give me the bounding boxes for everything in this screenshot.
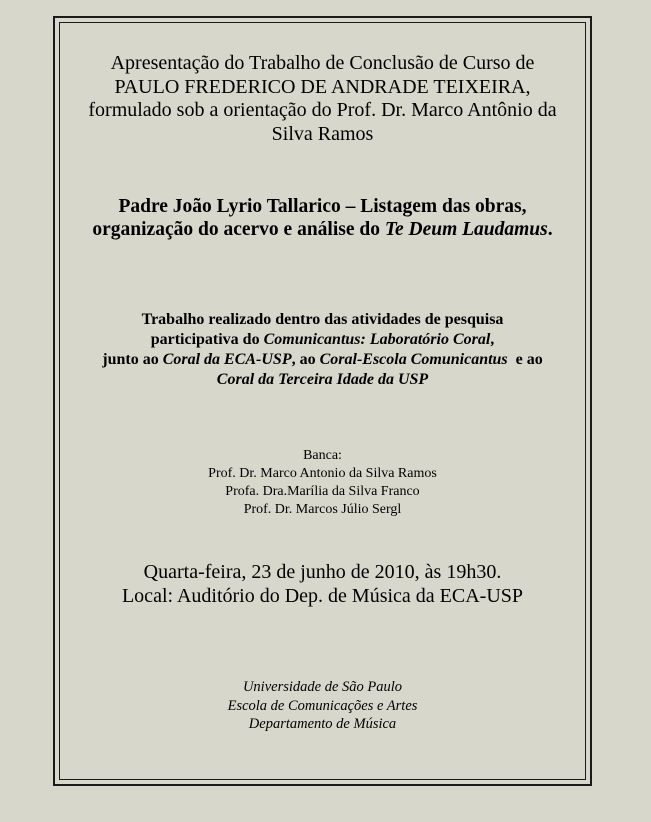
research-line-2-suffix: ,: [490, 331, 495, 348]
research-line-1: Trabalho realizado dentro das atividades de pesquisa: [141, 311, 504, 328]
intro-line-1: Apresentação do Trabalho de Conclusão de Curso de: [110, 52, 535, 74]
banca-section: [60, 447, 585, 519]
title-line-2-italic: Te Deum Laudamus: [384, 219, 548, 240]
banca-heading: Banca:: [303, 448, 342, 463]
intro-line-4: Silva Ramos: [271, 122, 374, 145]
research-line-3-c: , ao: [291, 351, 320, 368]
research-line-4-italic: Coral da Terceira Idade da USP: [216, 371, 429, 388]
research-line-3-a: junto ao: [102, 351, 163, 368]
event-date: Quarta-feira, 23 de junho de 2010, às 19h30.: [143, 561, 502, 583]
research-line-2: [60, 330, 585, 350]
research-line-3-d: Coral-Escola Comunicantus: [319, 351, 508, 368]
intro-line-2: PAULO FREDERICO DE ANDRADE TEIXEIRA,: [114, 75, 531, 98]
institution-school: Escola de Comunicações e Artes: [227, 697, 418, 714]
research-line-3-b: Coral da ECA-USP: [162, 351, 292, 368]
banca-member: Profa. Dra.Marília da Silva Franco: [225, 484, 420, 499]
title-line-2-suffix: .: [547, 219, 553, 240]
research-line-2-italic: Comunicantus: Laboratório Coral: [263, 331, 491, 348]
research-line-3: [60, 350, 585, 370]
research-line-3-e: e ao: [507, 351, 543, 368]
intro-line-3: formulado sob a orientação do Prof. Dr. Marco Antônio da: [88, 99, 557, 121]
event-location: Local: Auditório do Dep. de Música da ECA-USP: [121, 585, 524, 607]
work-title: [60, 195, 585, 241]
title-line-2: [60, 218, 585, 241]
research-line-2-prefix: participativa do: [150, 331, 264, 348]
banca-member: Prof. Dr. Marcos Júlio Sergl: [243, 502, 402, 517]
research-line-4: [60, 370, 585, 390]
title-line-2-prefix: organização do acervo e análise do: [92, 219, 385, 240]
institution-block: [60, 678, 585, 734]
title-line-1: Padre João Lyrio Tallarico – Listagem das obras,: [118, 196, 527, 217]
intro-paragraph: [60, 52, 585, 146]
event-details: [60, 560, 585, 608]
institution-department: Departamento de Música: [248, 716, 397, 732]
banca-member: Prof. Dr. Marco Antonio da Silva Ramos: [208, 466, 437, 481]
institution-university: Universidade de São Paulo: [242, 679, 403, 695]
research-paragraph: [60, 310, 585, 390]
